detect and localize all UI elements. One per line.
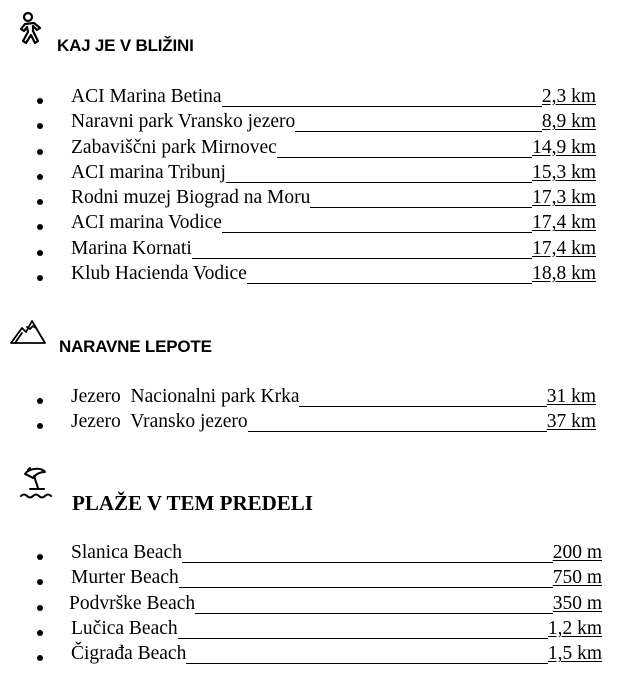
mountain-icon <box>9 318 47 346</box>
distance: 1,5 km <box>547 643 602 665</box>
list-item: Marina Kornati 17,4 km <box>0 239 600 264</box>
list-item: Jezero Vransko jezero 37 km <box>0 412 600 437</box>
distance: 17,4 km <box>532 212 596 234</box>
bullet <box>37 605 43 611</box>
distance: 17,4 km <box>532 237 596 259</box>
nearby-list <box>0 87 600 289</box>
bullet <box>37 398 43 404</box>
bullet <box>37 149 43 155</box>
distance: 1,2 km <box>547 617 602 639</box>
bullet <box>37 630 43 636</box>
bullet <box>37 123 43 129</box>
distance: 750 m <box>552 567 602 589</box>
distance: 14,9 km <box>532 136 596 158</box>
list-item: Čigrađa Beach 1,5 km <box>0 644 610 669</box>
list-item: Slanica Beach 200 m <box>0 543 610 568</box>
list-item: Klub Hacienda Vodice 18,8 km <box>0 264 600 289</box>
bullet <box>37 275 43 281</box>
bullet <box>37 579 43 585</box>
section-heading-nearby: KAJ JE V BLIŽINI <box>57 36 194 55</box>
list-item: Zabaviščni park Mirnovec 14,9 km <box>0 138 600 163</box>
bullet <box>37 250 43 256</box>
walking-person-icon <box>16 11 44 47</box>
distance: 2,3 km <box>541 86 596 107</box>
list-item: ACI Marina Betina 2,3 km <box>0 87 600 112</box>
bullet <box>37 423 43 429</box>
distance: 18,8 km <box>532 263 596 285</box>
section-heading-beaches: PLAŽE V TEM PREDELI <box>72 491 313 515</box>
distance: 350 m <box>552 592 602 614</box>
list-item: Podvrške Beach 350 m <box>0 594 610 619</box>
bullet <box>37 224 43 230</box>
distance: 15,3 km <box>532 161 596 183</box>
list-item: Naravni park Vransko jezero 8,9 km <box>0 112 600 137</box>
list-item: Lučica Beach 1,2 km <box>0 619 610 644</box>
bullet <box>37 174 43 180</box>
natural-beauty-list <box>0 387 600 438</box>
bullet <box>37 554 43 560</box>
distance: 37 km <box>546 411 596 433</box>
distance: 17,3 km <box>532 187 596 209</box>
distance: 8,9 km <box>541 111 596 133</box>
list-item: Rodni muzej Biograd na Moru 17,3 km <box>0 188 600 213</box>
beaches-list <box>0 543 610 669</box>
bullet <box>37 98 43 104</box>
bullet <box>37 199 43 205</box>
distance: 31 km <box>546 386 596 407</box>
list-item: ACI marina Vodice 17,4 km <box>0 213 600 238</box>
list-item: Jezero Nacionalni park Krka 31 km <box>0 387 600 412</box>
distance: 200 m <box>552 542 602 563</box>
bullet <box>37 655 43 661</box>
list-item: ACI marina Tribunj 15,3 km <box>0 163 600 188</box>
beach-umbrella-icon <box>19 466 55 502</box>
section-heading-natural-beauty: NARAVNE LEPOTE <box>59 337 212 356</box>
list-item: Murter Beach 750 m <box>0 568 610 593</box>
